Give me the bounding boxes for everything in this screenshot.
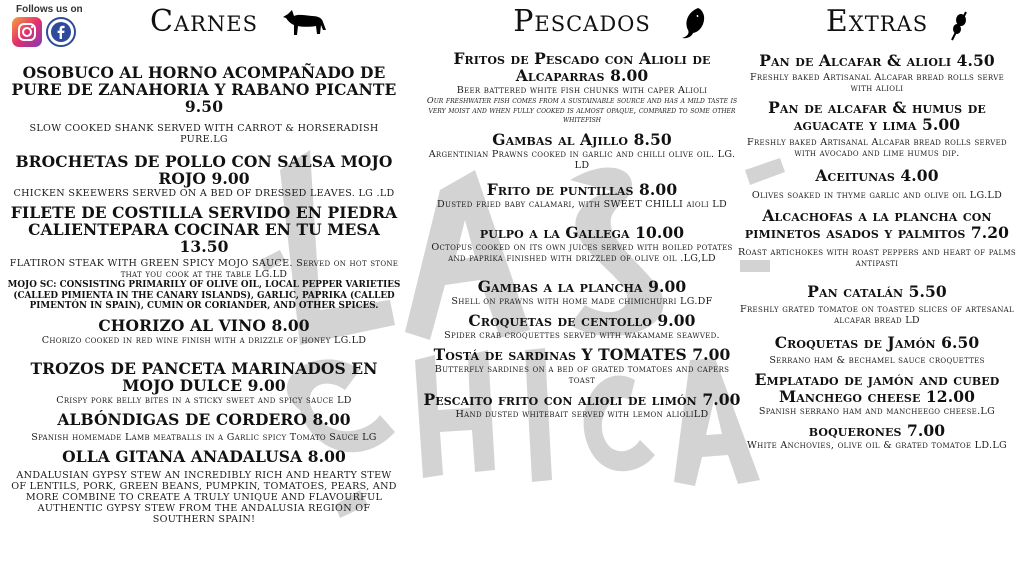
item-name: pulpo a la Gallega 10.00	[479, 222, 685, 242]
menu-item	[730, 99, 1024, 159]
item-name: FILETE DE COSTILLA SERVIDO EN PIEDRA CALIENTEPARA COCINAR EN TU MESA 13.50	[10, 203, 398, 256]
item-note: Our freshwater fish comes from a sustainable source and has a mild taste is very moist and when fully cooked is almost opaque, compared to some other whitefish	[426, 95, 738, 124]
menu-item	[0, 64, 408, 145]
menu-item	[416, 391, 748, 420]
item-name: Fritos de Pescado con Alioli de Alcaparras 8.00	[453, 49, 711, 85]
social-label: Follows us on	[16, 4, 83, 15]
item-desc: Chorizo cooked in red wine finish with a drizzle of honey LG.LD	[41, 334, 367, 346]
item-name: Emplatado de jamón and cubed Manchego cheese 12.00	[754, 370, 1000, 406]
menu-item	[0, 204, 408, 312]
menu-item	[0, 153, 408, 199]
fish-icon	[678, 6, 708, 40]
item-desc: Freshly baked Artisanal Alcafar bread rolls served with avocado and lime humus dip.	[747, 137, 1007, 159]
item-desc: Spanish serrano ham and mancheego cheese.LG	[758, 406, 996, 417]
menu-item	[0, 360, 408, 406]
item-name: CHORIZO AL VINO 8.00	[98, 315, 310, 335]
item-name: TROZOS DE PANCETA MARINADOS EN MOJO DULCE 9.00	[30, 358, 378, 395]
menu-item	[416, 346, 748, 386]
item-name: Gambas a la plancha 9.00	[477, 276, 687, 296]
extras-column	[730, 0, 1024, 456]
item-desc: Crispy pork belly bites in a sticky sweet and spicy sauce LD	[56, 394, 352, 406]
menu-item	[0, 448, 408, 525]
item-name: boquerones 7.00	[808, 421, 946, 440]
item-desc: Serrano ham & bechamel sauce croquettes	[769, 355, 985, 366]
item-name: Pan de Alcafar & alioli 4.50	[759, 51, 995, 70]
menu-item	[0, 317, 408, 346]
item-desc: Hand dusted whitebait served with lemon alioliLD	[455, 408, 709, 420]
pescados-title: Pescados	[416, 4, 748, 40]
menu-item	[416, 131, 748, 171]
item-name: Pan de alcafar & humus de aguacate y lima 5.00	[768, 98, 986, 134]
menu-item	[416, 50, 748, 125]
menu-item	[730, 371, 1024, 417]
item-desc: Freshly baked Artisanal Alcafar bread rolls serve with alioli	[749, 72, 1005, 94]
menu-item	[730, 422, 1024, 451]
item-desc: Beer battered white fish chunks with caper Alioli	[456, 85, 708, 96]
item-desc: Shell on prawns with home made chimichurri LG.DF	[451, 295, 713, 307]
item-name: Gambas al Ajillo 8.50	[492, 129, 672, 149]
item-extra: MOJO SC: CONSISTING PRIMARILY OF OLIVE OIL, LOCAL PEPPER VARIETIES (CALLED PIMIENTA IN THE CANARY ISLANDS), GARLIC, PAPRIKA (CALLED PIMENTÓN IN SPAIN), CUMIN OR CORIANDER, AND OTHER SPICES.	[7, 280, 401, 311]
item-desc: Spider crab croquettes served with wakamame seawved.	[444, 329, 720, 341]
item-desc: ANDALUSIAN GYPSY STEW AN INCREDIBLY RICH AND HEARTY STEW OF LENTILS, PORK, GREEN BEANS, PUMPKIN, TOMATOES, PEARS, AND MORE COMBINE TO CREATE A TRULY UNIQUE AND FLAVOURFUL AUTHENTIC GYPSY STEW FROM THE ANDALUSIA REGION OF SOUTHERN SPAIN!	[11, 469, 397, 525]
menu-item	[730, 167, 1024, 201]
menu-item	[730, 334, 1024, 366]
menu-item	[0, 411, 408, 443]
item-name: Frito de puntillas 8.00	[486, 179, 678, 199]
item-desc: CHICKEN SKEEWERS SERVED ON A BED OF DRESSED LEAVES. LG .LD	[13, 188, 395, 199]
item-name: Tostá de sardinas Y TOMATES 7.00	[433, 344, 731, 364]
carnes-title: Carnes	[0, 4, 408, 40]
item-desc: Spanish homemade Lamb meatballs in a Garlic spicy Tomato Sauce LG	[31, 431, 377, 443]
pescados-column	[416, 0, 748, 425]
item-name: ALBÓNDIGAS DE CORDERO 8.00	[57, 409, 351, 429]
carnes-column	[0, 0, 408, 530]
item-desc: SLOW COOKED SHANK SERVED WITH CARROT & HORSERADISH PURE.LG	[29, 123, 379, 145]
item-desc: FLATIRON STEAK WITH GREEN SPICY MOJO SAUCE. Served on hot stone that you cook at the table LG.LD	[9, 258, 399, 280]
item-name: Alcachofas a la plancha con piminetos asados y palmitos 7.20	[744, 206, 1010, 242]
item-desc: Butterfly sardines on a bed of grated tomatoes and capers toast	[434, 363, 730, 386]
menu-item	[416, 224, 748, 264]
item-name: OSOBUCO AL HORNO ACOMPAÑADO DE PURE DE ZANAHORIA Y RABANO PICANTE 9.50	[11, 63, 397, 116]
extras-title: Extras	[730, 4, 1024, 40]
item-desc: Argentinian Prawns cooked in garlic and chilli olive oil. LG. LD	[428, 148, 736, 171]
bull-icon	[282, 8, 328, 38]
item-name: Croquetas de centollo 9.00	[468, 310, 696, 330]
item-desc: Octopus cooked on its own juices served with boiled potates and paprika finished with drizzled of olive oil .LG,LD	[431, 241, 733, 264]
menu-item	[730, 283, 1024, 326]
item-desc: Freshly grated tomatoe on toasted slices of artesanal alcafar bread LD	[740, 304, 1014, 326]
item-name: BROCHETAS DE POLLO CON SALSA MOJO ROJO 9.00	[15, 152, 393, 188]
item-desc: White Anchovies, olive oil & grated tomatoe LD.LG	[747, 440, 1007, 451]
menu-item	[416, 278, 748, 307]
item-name: Pan catalán 5.50	[807, 282, 947, 301]
olive-skewer-icon	[948, 10, 970, 42]
item-desc: Roast artichokes with roast peppers and heart of palms antipasti	[738, 247, 1016, 269]
item-name: OLLA GITANA ANADALUSA 8.00	[62, 446, 346, 466]
menu-item	[730, 52, 1024, 94]
menu-item	[416, 181, 748, 210]
menu-item	[416, 312, 748, 341]
item-desc: Olives soaked in thyme garlic and olive oil LG.LD	[751, 190, 1003, 201]
item-name: Pescaito frito con alioli de limón 7.00	[423, 389, 741, 409]
menu-item	[730, 207, 1024, 269]
item-name: Croquetas de Jamón 6.50	[774, 333, 980, 352]
item-desc: Dusted fried baby calamari, with SWEET CHILLI aioli LD	[437, 198, 727, 210]
item-name: Aceitunas 4.00	[815, 166, 939, 185]
